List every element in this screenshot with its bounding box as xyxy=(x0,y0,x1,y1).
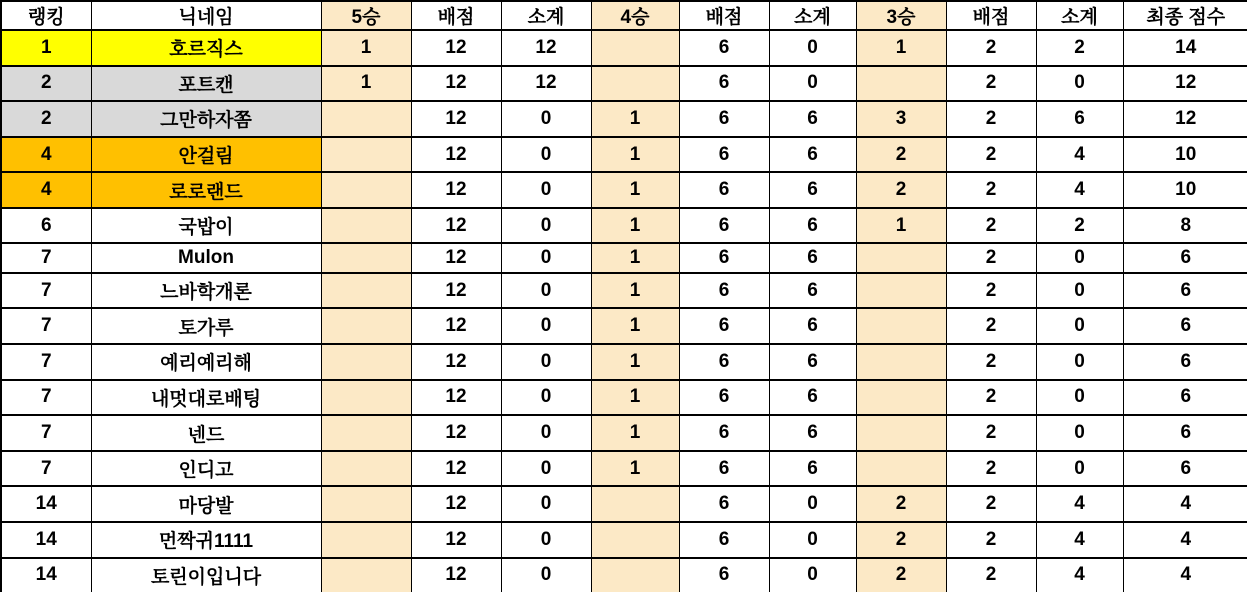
wins3-cell[interactable] xyxy=(856,344,946,380)
points4-cell[interactable]: 6 xyxy=(679,243,769,272)
wins5-cell[interactable] xyxy=(321,172,411,208)
final-score-cell[interactable]: 6 xyxy=(1123,308,1247,344)
rank-cell[interactable]: 7 xyxy=(1,415,91,451)
table-row xyxy=(1,558,1247,592)
rank-cell[interactable]: 7 xyxy=(1,344,91,380)
nickname-cell[interactable]: Mulon xyxy=(91,243,321,272)
rank-cell[interactable]: 2 xyxy=(1,101,91,137)
wins5-cell[interactable]: 1 xyxy=(321,66,411,102)
col-header-4wins[interactable]: 4승 xyxy=(591,1,679,30)
subtotal3-cell[interactable]: 4 xyxy=(1036,522,1123,558)
wins3-cell[interactable] xyxy=(856,243,946,272)
nickname-cell[interactable]: 마당발 xyxy=(91,486,321,522)
final-score-cell[interactable]: 8 xyxy=(1123,208,1247,244)
subtotal3-cell[interactable]: 0 xyxy=(1036,344,1123,380)
points5-cell[interactable]: 12 xyxy=(411,486,501,522)
subtotal5-cell[interactable]: 0 xyxy=(501,522,591,558)
wins3-cell[interactable]: 2 xyxy=(856,137,946,173)
table-row xyxy=(1,522,1247,558)
subtotal5-cell[interactable]: 0 xyxy=(501,208,591,244)
subtotal3-cell[interactable]: 4 xyxy=(1036,558,1123,592)
rank-cell[interactable]: 14 xyxy=(1,558,91,592)
points4-cell[interactable]: 6 xyxy=(679,172,769,208)
nickname-cell[interactable]: 먼짝귀1111 xyxy=(91,522,321,558)
wins5-cell[interactable]: 1 xyxy=(321,30,411,66)
final-score-cell[interactable]: 10 xyxy=(1123,172,1247,208)
wins4-cell[interactable] xyxy=(591,522,679,558)
wins3-cell[interactable] xyxy=(856,66,946,102)
wins5-cell[interactable] xyxy=(321,101,411,137)
points3-cell[interactable]: 2 xyxy=(946,208,1036,244)
table-row xyxy=(1,137,1247,173)
final-score-cell[interactable]: 14 xyxy=(1123,30,1247,66)
wins5-cell[interactable] xyxy=(321,137,411,173)
final-score-cell[interactable]: 6 xyxy=(1123,451,1247,487)
wins3-cell[interactable]: 2 xyxy=(856,172,946,208)
nickname-cell[interactable]: 토가루 xyxy=(91,308,321,344)
wins4-cell[interactable]: 1 xyxy=(591,273,679,309)
col-header-rank[interactable]: 랭킹 xyxy=(1,1,91,30)
col-header-final-score[interactable]: 최종 점수 xyxy=(1123,1,1247,30)
subtotal3-cell[interactable]: 0 xyxy=(1036,243,1123,272)
subtotal4-cell[interactable]: 6 xyxy=(769,172,856,208)
rank-cell[interactable]: 2 xyxy=(1,66,91,102)
nickname-cell[interactable]: 로로랜드 xyxy=(91,172,321,208)
col-header-subtotal-4[interactable]: 소계 xyxy=(769,1,856,30)
subtotal5-cell[interactable]: 0 xyxy=(501,415,591,451)
subtotal3-cell[interactable]: 0 xyxy=(1036,66,1123,102)
wins4-cell[interactable]: 1 xyxy=(591,344,679,380)
nickname-cell[interactable]: 국밥이 xyxy=(91,208,321,244)
table-row xyxy=(1,344,1247,380)
subtotal4-cell[interactable]: 6 xyxy=(769,308,856,344)
wins4-cell[interactable]: 1 xyxy=(591,451,679,487)
subtotal3-cell[interactable]: 4 xyxy=(1036,172,1123,208)
points3-cell[interactable]: 2 xyxy=(946,380,1036,416)
points3-cell[interactable]: 2 xyxy=(946,344,1036,380)
wins4-cell[interactable] xyxy=(591,558,679,592)
wins5-cell[interactable] xyxy=(321,243,411,272)
rank-cell[interactable]: 7 xyxy=(1,308,91,344)
wins5-cell[interactable] xyxy=(321,273,411,309)
points3-cell[interactable]: 2 xyxy=(946,137,1036,173)
subtotal3-cell[interactable]: 0 xyxy=(1036,380,1123,416)
points4-cell[interactable]: 6 xyxy=(679,308,769,344)
wins3-cell[interactable] xyxy=(856,273,946,309)
rank-cell[interactable]: 1 xyxy=(1,30,91,66)
subtotal5-cell[interactable]: 0 xyxy=(501,137,591,173)
wins3-cell[interactable]: 2 xyxy=(856,558,946,592)
subtotal5-cell[interactable]: 0 xyxy=(501,380,591,416)
wins4-cell[interactable] xyxy=(591,486,679,522)
subtotal5-cell[interactable]: 0 xyxy=(501,486,591,522)
wins3-cell[interactable] xyxy=(856,415,946,451)
subtotal3-cell[interactable]: 0 xyxy=(1036,451,1123,487)
wins3-cell[interactable] xyxy=(856,308,946,344)
table-row xyxy=(1,208,1247,244)
points5-cell[interactable]: 12 xyxy=(411,415,501,451)
table-row xyxy=(1,172,1247,208)
final-score-cell[interactable]: 12 xyxy=(1123,66,1247,102)
rank-cell[interactable]: 7 xyxy=(1,380,91,416)
subtotal3-cell[interactable]: 2 xyxy=(1036,30,1123,66)
subtotal5-cell[interactable]: 0 xyxy=(501,308,591,344)
ranking-table-header xyxy=(1,1,1247,30)
wins5-cell[interactable] xyxy=(321,344,411,380)
points3-cell[interactable]: 2 xyxy=(946,308,1036,344)
nickname-cell[interactable]: 인디고 xyxy=(91,451,321,487)
points5-cell[interactable]: 12 xyxy=(411,380,501,416)
wins5-cell[interactable] xyxy=(321,451,411,487)
subtotal4-cell[interactable]: 0 xyxy=(769,522,856,558)
subtotal4-cell[interactable]: 6 xyxy=(769,415,856,451)
rank-cell[interactable]: 7 xyxy=(1,243,91,272)
table-row xyxy=(1,486,1247,522)
wins5-cell[interactable] xyxy=(321,522,411,558)
final-score-cell[interactable]: 10 xyxy=(1123,137,1247,173)
points5-cell[interactable]: 12 xyxy=(411,451,501,487)
subtotal4-cell[interactable]: 6 xyxy=(769,208,856,244)
table-row xyxy=(1,30,1247,66)
wins3-cell[interactable]: 2 xyxy=(856,486,946,522)
points4-cell[interactable]: 6 xyxy=(679,522,769,558)
final-score-cell[interactable]: 6 xyxy=(1123,415,1247,451)
final-score-cell[interactable]: 6 xyxy=(1123,380,1247,416)
wins4-cell[interactable]: 1 xyxy=(591,308,679,344)
col-header-points-4[interactable]: 배점 xyxy=(679,1,769,30)
points4-cell[interactable]: 6 xyxy=(679,415,769,451)
final-score-cell[interactable]: 4 xyxy=(1123,522,1247,558)
points4-cell[interactable]: 6 xyxy=(679,486,769,522)
points4-cell[interactable]: 6 xyxy=(679,66,769,102)
wins4-cell[interactable]: 1 xyxy=(591,415,679,451)
points3-cell[interactable]: 2 xyxy=(946,451,1036,487)
points5-cell[interactable]: 12 xyxy=(411,558,501,592)
points4-cell[interactable]: 6 xyxy=(679,137,769,173)
subtotal5-cell[interactable]: 0 xyxy=(501,344,591,380)
rank-cell[interactable]: 6 xyxy=(1,208,91,244)
points4-cell[interactable]: 6 xyxy=(679,30,769,66)
points5-cell[interactable]: 12 xyxy=(411,308,501,344)
table-row xyxy=(1,308,1247,344)
final-score-cell[interactable]: 6 xyxy=(1123,273,1247,309)
points3-cell[interactable]: 2 xyxy=(946,486,1036,522)
rank-cell[interactable]: 14 xyxy=(1,486,91,522)
points5-cell[interactable]: 12 xyxy=(411,208,501,244)
table-row xyxy=(1,380,1247,416)
subtotal4-cell[interactable]: 6 xyxy=(769,137,856,173)
subtotal3-cell[interactable]: 0 xyxy=(1036,273,1123,309)
rank-cell[interactable]: 7 xyxy=(1,273,91,309)
table-row xyxy=(1,451,1247,487)
points5-cell[interactable]: 12 xyxy=(411,344,501,380)
wins3-cell[interactable]: 2 xyxy=(856,522,946,558)
wins4-cell[interactable] xyxy=(591,30,679,66)
nickname-cell[interactable]: 느바학개론 xyxy=(91,273,321,309)
nickname-cell[interactable]: 그만하자쫌 xyxy=(91,101,321,137)
points5-cell[interactable]: 12 xyxy=(411,172,501,208)
points4-cell[interactable]: 6 xyxy=(679,101,769,137)
nickname-cell[interactable]: 포트캔 xyxy=(91,66,321,102)
header-row xyxy=(1,1,1247,30)
points4-cell[interactable]: 6 xyxy=(679,451,769,487)
col-header-5wins[interactable]: 5승 xyxy=(321,1,411,30)
final-score-cell[interactable]: 6 xyxy=(1123,243,1247,272)
col-header-nickname[interactable]: 닉네임 xyxy=(91,1,321,30)
subtotal3-cell[interactable]: 4 xyxy=(1036,137,1123,173)
wins3-cell[interactable]: 3 xyxy=(856,101,946,137)
subtotal4-cell[interactable]: 0 xyxy=(769,30,856,66)
subtotal5-cell[interactable]: 0 xyxy=(501,558,591,592)
wins4-cell[interactable]: 1 xyxy=(591,208,679,244)
col-header-subtotal-3[interactable]: 소계 xyxy=(1036,1,1123,30)
subtotal3-cell[interactable]: 2 xyxy=(1036,208,1123,244)
wins4-cell[interactable]: 1 xyxy=(591,380,679,416)
points5-cell[interactable]: 12 xyxy=(411,243,501,272)
nickname-cell[interactable]: 토린이입니다 xyxy=(91,558,321,592)
subtotal5-cell[interactable]: 12 xyxy=(501,30,591,66)
subtotal3-cell[interactable]: 6 xyxy=(1036,101,1123,137)
points3-cell[interactable]: 2 xyxy=(946,172,1036,208)
final-score-cell[interactable]: 4 xyxy=(1123,486,1247,522)
col-header-3wins[interactable]: 3승 xyxy=(856,1,946,30)
points5-cell[interactable]: 12 xyxy=(411,137,501,173)
wins3-cell[interactable]: 1 xyxy=(856,208,946,244)
subtotal3-cell[interactable]: 4 xyxy=(1036,486,1123,522)
col-header-subtotal-5[interactable]: 소계 xyxy=(501,1,591,30)
col-header-points-3[interactable]: 배점 xyxy=(946,1,1036,30)
points5-cell[interactable]: 12 xyxy=(411,30,501,66)
subtotal4-cell[interactable]: 6 xyxy=(769,451,856,487)
rank-cell[interactable]: 7 xyxy=(1,451,91,487)
subtotal3-cell[interactable]: 0 xyxy=(1036,308,1123,344)
points3-cell[interactable]: 2 xyxy=(946,243,1036,272)
wins3-cell[interactable] xyxy=(856,380,946,416)
points4-cell[interactable]: 6 xyxy=(679,208,769,244)
wins5-cell[interactable] xyxy=(321,208,411,244)
wins5-cell[interactable] xyxy=(321,486,411,522)
ranking-table-body xyxy=(1,30,1247,592)
table-row xyxy=(1,273,1247,309)
rank-cell[interactable]: 4 xyxy=(1,137,91,173)
nickname-cell[interactable]: 호르직스 xyxy=(91,30,321,66)
wins4-cell[interactable]: 1 xyxy=(591,101,679,137)
wins5-cell[interactable] xyxy=(321,308,411,344)
points3-cell[interactable]: 2 xyxy=(946,101,1036,137)
wins5-cell[interactable] xyxy=(321,380,411,416)
subtotal3-cell[interactable]: 0 xyxy=(1036,415,1123,451)
table-row xyxy=(1,243,1247,272)
wins4-cell[interactable]: 1 xyxy=(591,172,679,208)
points3-cell[interactable]: 2 xyxy=(946,30,1036,66)
points4-cell[interactable]: 6 xyxy=(679,380,769,416)
final-score-cell[interactable]: 4 xyxy=(1123,558,1247,592)
nickname-cell[interactable]: 내멋대로배팅 xyxy=(91,380,321,416)
points3-cell[interactable]: 2 xyxy=(946,273,1036,309)
wins4-cell[interactable] xyxy=(591,66,679,102)
table-row xyxy=(1,415,1247,451)
points5-cell[interactable]: 12 xyxy=(411,66,501,102)
table-row xyxy=(1,101,1247,137)
wins4-cell[interactable]: 1 xyxy=(591,137,679,173)
wins3-cell[interactable] xyxy=(856,451,946,487)
nickname-cell[interactable]: 안걸림 xyxy=(91,137,321,173)
table-row xyxy=(1,66,1247,102)
wins5-cell[interactable] xyxy=(321,415,411,451)
subtotal4-cell[interactable]: 6 xyxy=(769,243,856,272)
nickname-cell[interactable]: 넨드 xyxy=(91,415,321,451)
points4-cell[interactable]: 6 xyxy=(679,273,769,309)
subtotal4-cell[interactable]: 6 xyxy=(769,273,856,309)
points3-cell[interactable]: 2 xyxy=(946,522,1036,558)
subtotal4-cell[interactable]: 0 xyxy=(769,66,856,102)
points3-cell[interactable]: 2 xyxy=(946,558,1036,592)
points4-cell[interactable]: 6 xyxy=(679,344,769,380)
subtotal5-cell[interactable]: 0 xyxy=(501,243,591,272)
subtotal5-cell[interactable]: 0 xyxy=(501,101,591,137)
rank-cell[interactable]: 14 xyxy=(1,522,91,558)
subtotal4-cell[interactable]: 6 xyxy=(769,380,856,416)
subtotal4-cell[interactable]: 6 xyxy=(769,344,856,380)
subtotal5-cell[interactable]: 0 xyxy=(501,451,591,487)
final-score-cell[interactable]: 12 xyxy=(1123,101,1247,137)
points3-cell[interactable]: 2 xyxy=(946,415,1036,451)
subtotal4-cell[interactable]: 0 xyxy=(769,486,856,522)
subtotal5-cell[interactable]: 0 xyxy=(501,172,591,208)
subtotal4-cell[interactable]: 6 xyxy=(769,101,856,137)
wins5-cell[interactable] xyxy=(321,558,411,592)
points4-cell[interactable]: 6 xyxy=(679,558,769,592)
points5-cell[interactable]: 12 xyxy=(411,101,501,137)
subtotal5-cell[interactable]: 12 xyxy=(501,66,591,102)
final-score-cell[interactable]: 6 xyxy=(1123,344,1247,380)
wins4-cell[interactable]: 1 xyxy=(591,243,679,272)
nickname-cell[interactable]: 예리예리해 xyxy=(91,344,321,380)
subtotal5-cell[interactable]: 0 xyxy=(501,273,591,309)
rank-cell[interactable]: 4 xyxy=(1,172,91,208)
points3-cell[interactable]: 2 xyxy=(946,66,1036,102)
points5-cell[interactable]: 12 xyxy=(411,522,501,558)
col-header-points-5[interactable]: 배점 xyxy=(411,1,501,30)
points5-cell[interactable]: 12 xyxy=(411,273,501,309)
wins3-cell[interactable]: 1 xyxy=(856,30,946,66)
subtotal4-cell[interactable]: 0 xyxy=(769,558,856,592)
